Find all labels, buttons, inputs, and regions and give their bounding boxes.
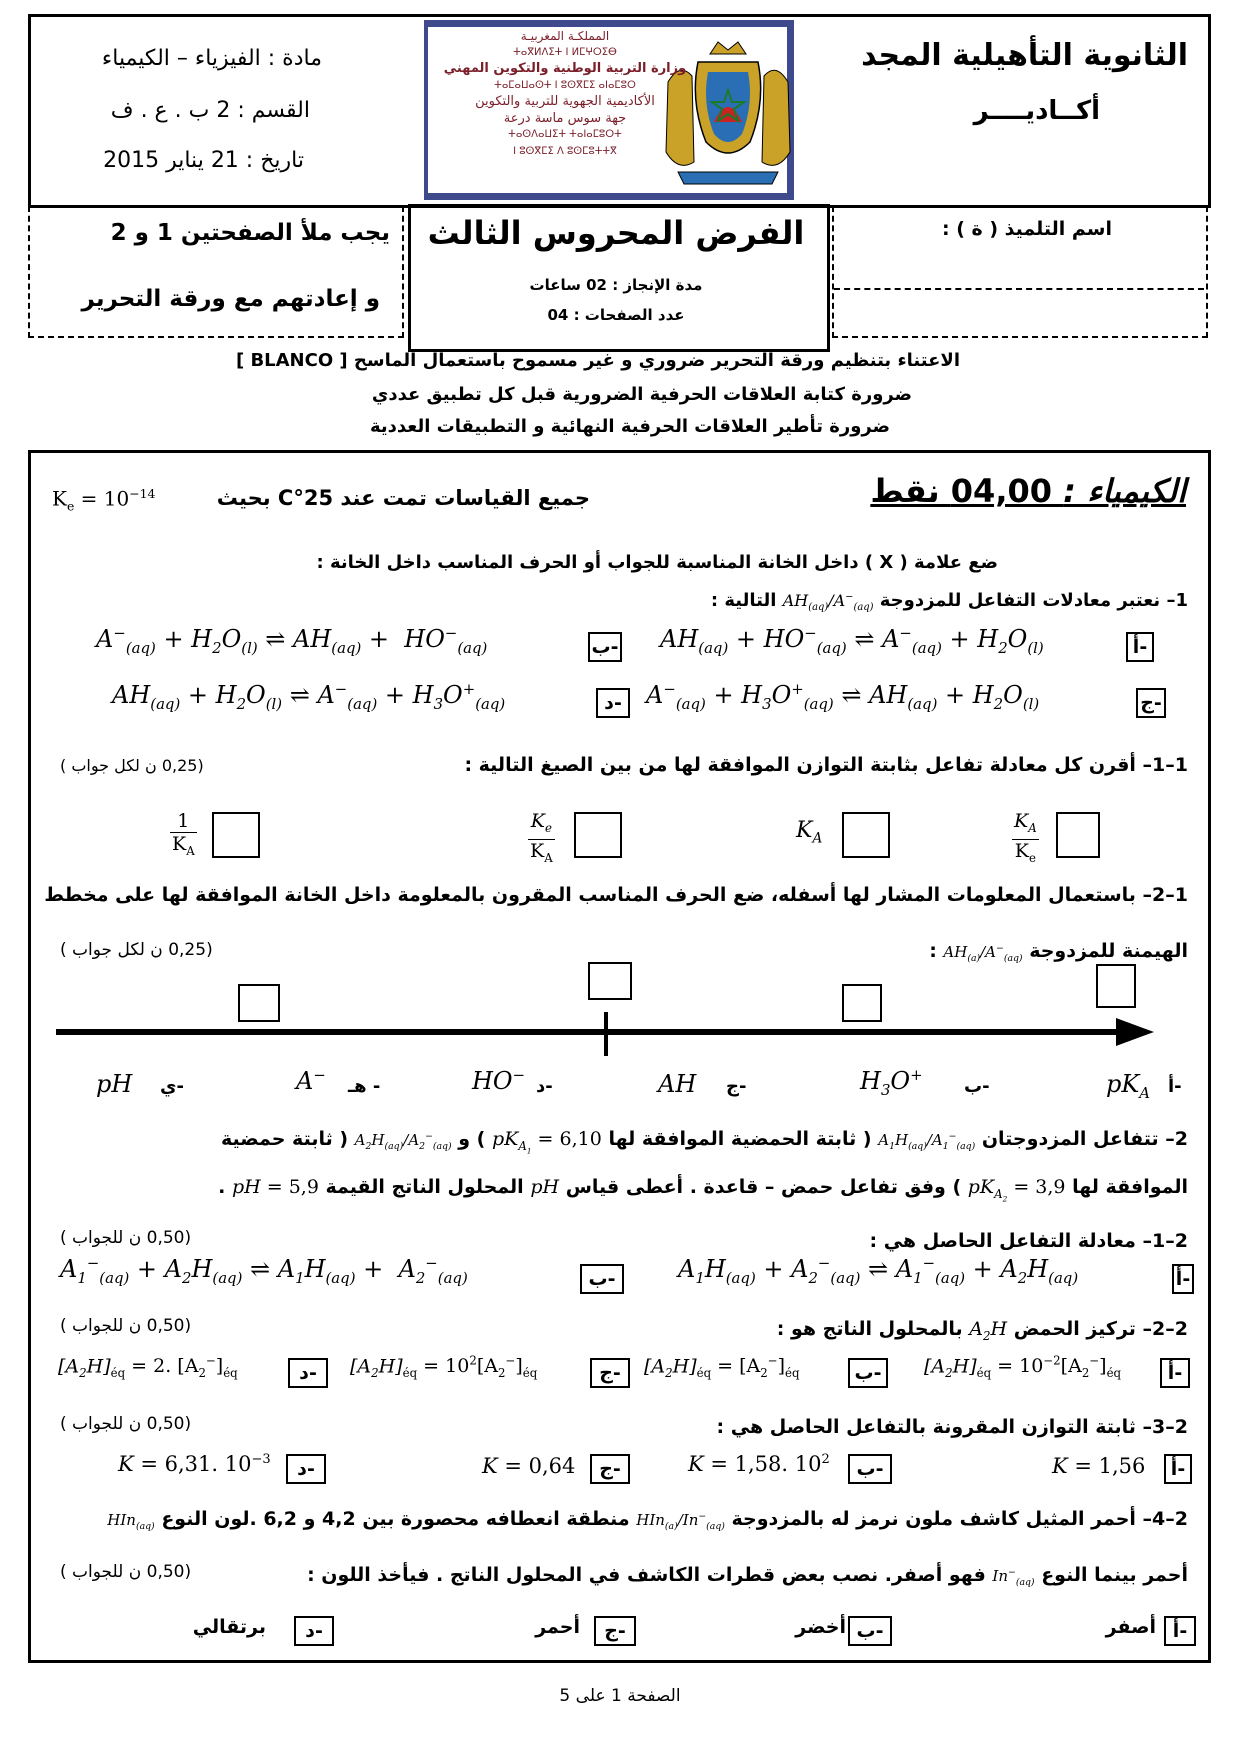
diagram-value-ph: pH bbox=[96, 1070, 133, 1098]
q2-4-letter-b: ب- bbox=[848, 1616, 892, 1646]
diagram-box-2[interactable] bbox=[588, 962, 632, 1000]
q2-4-letter-c: ج- bbox=[594, 1616, 636, 1646]
page-footer: الصفحة 1 على 5 bbox=[559, 1686, 681, 1706]
q1-equation-b: $A^-_{(aq)} + H_2O_{(l)}$ ⇌ $AH_{(aq)} + HO^-_{(aq)}$ bbox=[96, 624, 488, 657]
q2-3-letter-c: ج- bbox=[590, 1454, 630, 1484]
q2-2-letter-d: د- bbox=[288, 1358, 328, 1388]
diagram-label-a: أ- bbox=[1168, 1076, 1182, 1097]
diagram-label-b: ب- bbox=[964, 1076, 990, 1097]
q1-letter-b: ب- bbox=[588, 632, 622, 662]
class-label: القسم : 2 ب . ع . ف bbox=[110, 98, 310, 123]
q1-1-points: (0,25 ن لكل جواب ) bbox=[60, 756, 204, 775]
q2-4-color-a: أصفر bbox=[1105, 1616, 1156, 1638]
q1-2-points: (0,25 ن لكل جواب ) bbox=[60, 940, 213, 960]
diagram-label-d: د- bbox=[536, 1076, 553, 1097]
q2-2-option-a: $[A_2H]_{éq} = 10^{-2}[A_2^-]_{éq}$ bbox=[924, 1354, 1122, 1381]
ministry-logo bbox=[424, 20, 794, 200]
formula-ke-over-ka: $\frac{K_e}{K_A}$ bbox=[530, 810, 553, 865]
diagram-value-pka: $pK_A$ bbox=[1106, 1070, 1151, 1102]
ke-value: $K_e = 10^{-14}$ bbox=[52, 486, 156, 514]
diagram-label-y: ي- bbox=[160, 1076, 184, 1097]
q1-2-text-2: الهيمنة للمزدوجة $AH_{(a)}/A^-_{(aq)}$ : bbox=[929, 940, 1188, 964]
q2-3-value-c: K = 0,64 bbox=[482, 1454, 576, 1478]
q2-text-2: الموافقة لها $pK_{A_2} = 3,9$ ) وفق تفاعل حمض – قاعدة . أعطى قياس pH المحلول الناتج القيمة pH = 5,9 . bbox=[218, 1176, 1188, 1204]
q2-2-letter-a: أ- bbox=[1160, 1358, 1190, 1388]
q2-3-text: 2–3– ثابتة التوازن المقرونة بالتفاعل الحاصل هي : bbox=[716, 1416, 1188, 1438]
q2-4-points: (0,50 ن للجواب ) bbox=[60, 1562, 192, 1582]
q2-4-letter-a: أ- bbox=[1164, 1616, 1196, 1646]
school-name: الثانوية التأهيلية المجد bbox=[861, 38, 1188, 73]
date-label: تاريخ : 21 يناير 2015 bbox=[103, 148, 304, 173]
formula-ka: $K_A$ bbox=[796, 818, 823, 847]
formula-ka-over-ke: $\frac{K_A}{K_e}$ bbox=[1014, 810, 1037, 865]
q2-1-equation-a: $A_1H_{(aq)} + A_2^-_{(aq)}$ ⇌ $A_1^-_{(aq)} + A_2H_{(aq)}$ bbox=[678, 1254, 1079, 1287]
exam-pages: عدد الصفحات : 04 bbox=[547, 306, 685, 324]
student-name-label: اسم التلميذ ( ة ) : bbox=[942, 218, 1112, 240]
q2-4-text-2: أحمر بينما النوع $In^-_{(aq)}$ فهو أصفر. نصب بعض قطرات الكاشف في المحلول الناتج . فيأخذ اللون : bbox=[307, 1564, 1188, 1588]
fill-note-line-2: و إعادتهم مع ورقة التحرير bbox=[81, 286, 380, 312]
diagram-value-a-minus: A− bbox=[296, 1066, 326, 1095]
q2-3-points: (0,50 ن للجواب ) bbox=[60, 1414, 192, 1434]
q1-letter-d: د- bbox=[596, 688, 630, 718]
q2-3-letter-a: أ- bbox=[1164, 1454, 1192, 1484]
q2-2-letter-c: ج- bbox=[590, 1358, 630, 1388]
q1-equation-a: $AH_{(aq)} + HO^-_{(aq)}$ ⇌ $A^-_{(aq)} + H_2O_{(l)}$ bbox=[660, 624, 1044, 657]
q2-3-letter-d: د- bbox=[286, 1454, 326, 1484]
q1-letter-c: ج- bbox=[1136, 688, 1166, 718]
instruction-2: ضرورة كتابة العلاقات الحرفية الضرورية قبل كل تطبيق عددي bbox=[371, 384, 912, 405]
q1-equation-c: $A^-_{(aq)} + H_3O^+_{(aq)}$ ⇌ $AH_{(aq)} + H_2O_{(l)}$ bbox=[646, 680, 1040, 713]
q2-1-text: 2–1– معادلة التفاعل الحاصل هي : bbox=[869, 1230, 1188, 1252]
q2-text-1: 2– تتفاعل المزدوجتان $A_1H_{(aq)}/A_1^-_{(aq)}$ ( ثابتة الحمضية الموافقة لها $pK_{A_1} = 6,10$ ) و $A_2H_{(aq)}/A_2^-_{(aq)}$ ( ثابتة حمضية bbox=[221, 1128, 1188, 1156]
general-instruction: ضع علامة ( X ) داخل الخانة المناسبة للجواب أو الحرف المناسب داخل الخانة : bbox=[316, 552, 998, 573]
q2-4-color-d: برتقالي bbox=[192, 1616, 266, 1638]
answer-box-ka-over-ke[interactable] bbox=[1056, 812, 1100, 858]
q2-1-equation-b: $A_1^-_{(aq)} + A_2H_{(aq)}$ ⇌ $A_1H_{(aq)} + A_2^-_{(aq)}$ bbox=[60, 1254, 468, 1287]
q2-2-points: (0,50 ن للجواب ) bbox=[60, 1316, 192, 1336]
q2-4-text-1: 2–4– أحمر المثيل كاشف ملون نرمز له بالمزدوجة $HIn_{(a)}/In^-_{(aq)}$ منطقة انعطافه محصورة بين 4,2 و 6,2 .لون النوع HIn$_{(aq)}$ bbox=[107, 1508, 1188, 1532]
q2-2-option-b: $[A_2H]_{éq} = [A_2^-]_{éq}$ bbox=[644, 1354, 800, 1381]
answer-box-ka[interactable] bbox=[842, 812, 890, 858]
q1-1-text: 1–1– أقرن كل معادلة تفاعل بثابتة التوازن الموافقة لها من بين الصيغ التالية : bbox=[464, 754, 1188, 776]
logo-text: المملكـة المغربيـة ⵜⴰⴳⵍⴷⵉⵜ ⵏ ⵍⵎⵖⵔⵉⴱ وزارة التربية الوطنية والتكوين المهني ⵜⴰⵎⴰⵡⴰⵙⵜ ⵏ ⵓⵙⴳⵎⵉ ⴰⵏⴰⵎⵓⵔ الأكاديمية الجهوية للتربية والتكوين جهة سوس ماسة درعة ⵜⴰⵙⴷⴰⵡⵉⵜ ⵜⴰⵏⴰⵎⵓⵔⵜ ⵏ ⵓⵙⴳⵎⵉ ⴷ ⵓⵙⵎⵓⵜⵜⴳ bbox=[443, 29, 687, 157]
diagram-value-ho: HO− bbox=[472, 1066, 526, 1095]
student-name-divider bbox=[834, 288, 1204, 290]
exam-title: الفرض المحروس الثالث bbox=[427, 214, 805, 252]
diagram-label-h: هـ - bbox=[348, 1076, 381, 1097]
answer-box-ke-over-ka[interactable] bbox=[574, 812, 622, 858]
exam-duration: مدة الإنجاز : 02 ساعات bbox=[529, 276, 703, 294]
q2-3-value-d: K = 6,31. $10^{-3}$ bbox=[118, 1452, 271, 1476]
q1-text: 1– نعتبر معادلات التفاعل للمزدوجة $AH_{(aq)}/A^-_{(aq)}$ التالية : bbox=[710, 590, 1188, 614]
q2-2-text: 2–2– تركيز الحمض $A_2H$ بالمحلول الناتج هو : bbox=[776, 1318, 1188, 1343]
fill-note-line-1: يجب ملأ الصفحتين 1 و 2 bbox=[110, 220, 390, 246]
q2-3-value-b: K = 1,58. $10^2$ bbox=[688, 1452, 830, 1476]
q2-3-value-a: K = 1,56 bbox=[1052, 1454, 1146, 1478]
q2-2-option-d: $[A_2H]_{éq} = 2$. $[A_2^-]_{éq}$ bbox=[58, 1354, 238, 1381]
subject-label: مادة : الفيزياء – الكيمياء bbox=[101, 46, 322, 71]
diagram-label-c: ج- bbox=[726, 1076, 747, 1097]
q1-letter-a: أ- bbox=[1126, 632, 1154, 662]
section-title: الكيمياء : 04,00 نقط bbox=[870, 472, 1186, 510]
diagram-box-4[interactable] bbox=[1096, 964, 1136, 1008]
instruction-1: الاعتناء بتنظيم ورقة التحرير ضروري و غير مسموح باستعمال الماسح [ BLANCO ] bbox=[235, 350, 960, 371]
instruction-3: ضرورة تأطير العلاقات الحرفية النهائية و التطبيقات العددية bbox=[369, 416, 890, 437]
q2-2-letter-b: ب- bbox=[848, 1358, 888, 1388]
q1-2-text-1: 1–2– باستعمال المعلومات المشار لها أسفله، ضع الحرف المناسب المقرون بالمعلومة داخل الخانة الموافقة لها على مخطط bbox=[44, 884, 1188, 906]
q2-2-option-c: $[A_2H]_{éq} = 10^2[A_2^-]_{éq}$ bbox=[350, 1354, 538, 1381]
q2-1-letter-a: أ- bbox=[1172, 1264, 1194, 1294]
formula-1-over-ka: $\frac{1}{K_A}$ bbox=[172, 810, 195, 858]
dominance-axis bbox=[50, 1010, 1160, 1070]
measure-note: جميع القياسات تمت عند 25°C بحيث bbox=[216, 486, 590, 510]
q2-1-points: (0,50 ن للجواب ) bbox=[60, 1228, 192, 1248]
answer-box-1-over-ka[interactable] bbox=[212, 812, 260, 858]
diagram-value-ah: AH bbox=[658, 1070, 697, 1098]
q2-3-letter-b: ب- bbox=[848, 1454, 892, 1484]
q1-equation-d: $AH_{(aq)} + H_2O_{(l)}$ ⇌ $A^-_{(aq)} + H_3O^+_{(aq)}$ bbox=[112, 680, 506, 713]
q2-4-letter-d: د- bbox=[294, 1616, 334, 1646]
diagram-value-h3o: $H_3O^+$ bbox=[860, 1066, 923, 1099]
city-name: أكــاديــــر bbox=[973, 96, 1100, 126]
q2-4-color-b: أخضر bbox=[795, 1616, 846, 1638]
q2-4-color-c: أحمر bbox=[535, 1616, 580, 1638]
q2-1-letter-b: ب- bbox=[580, 1264, 624, 1294]
